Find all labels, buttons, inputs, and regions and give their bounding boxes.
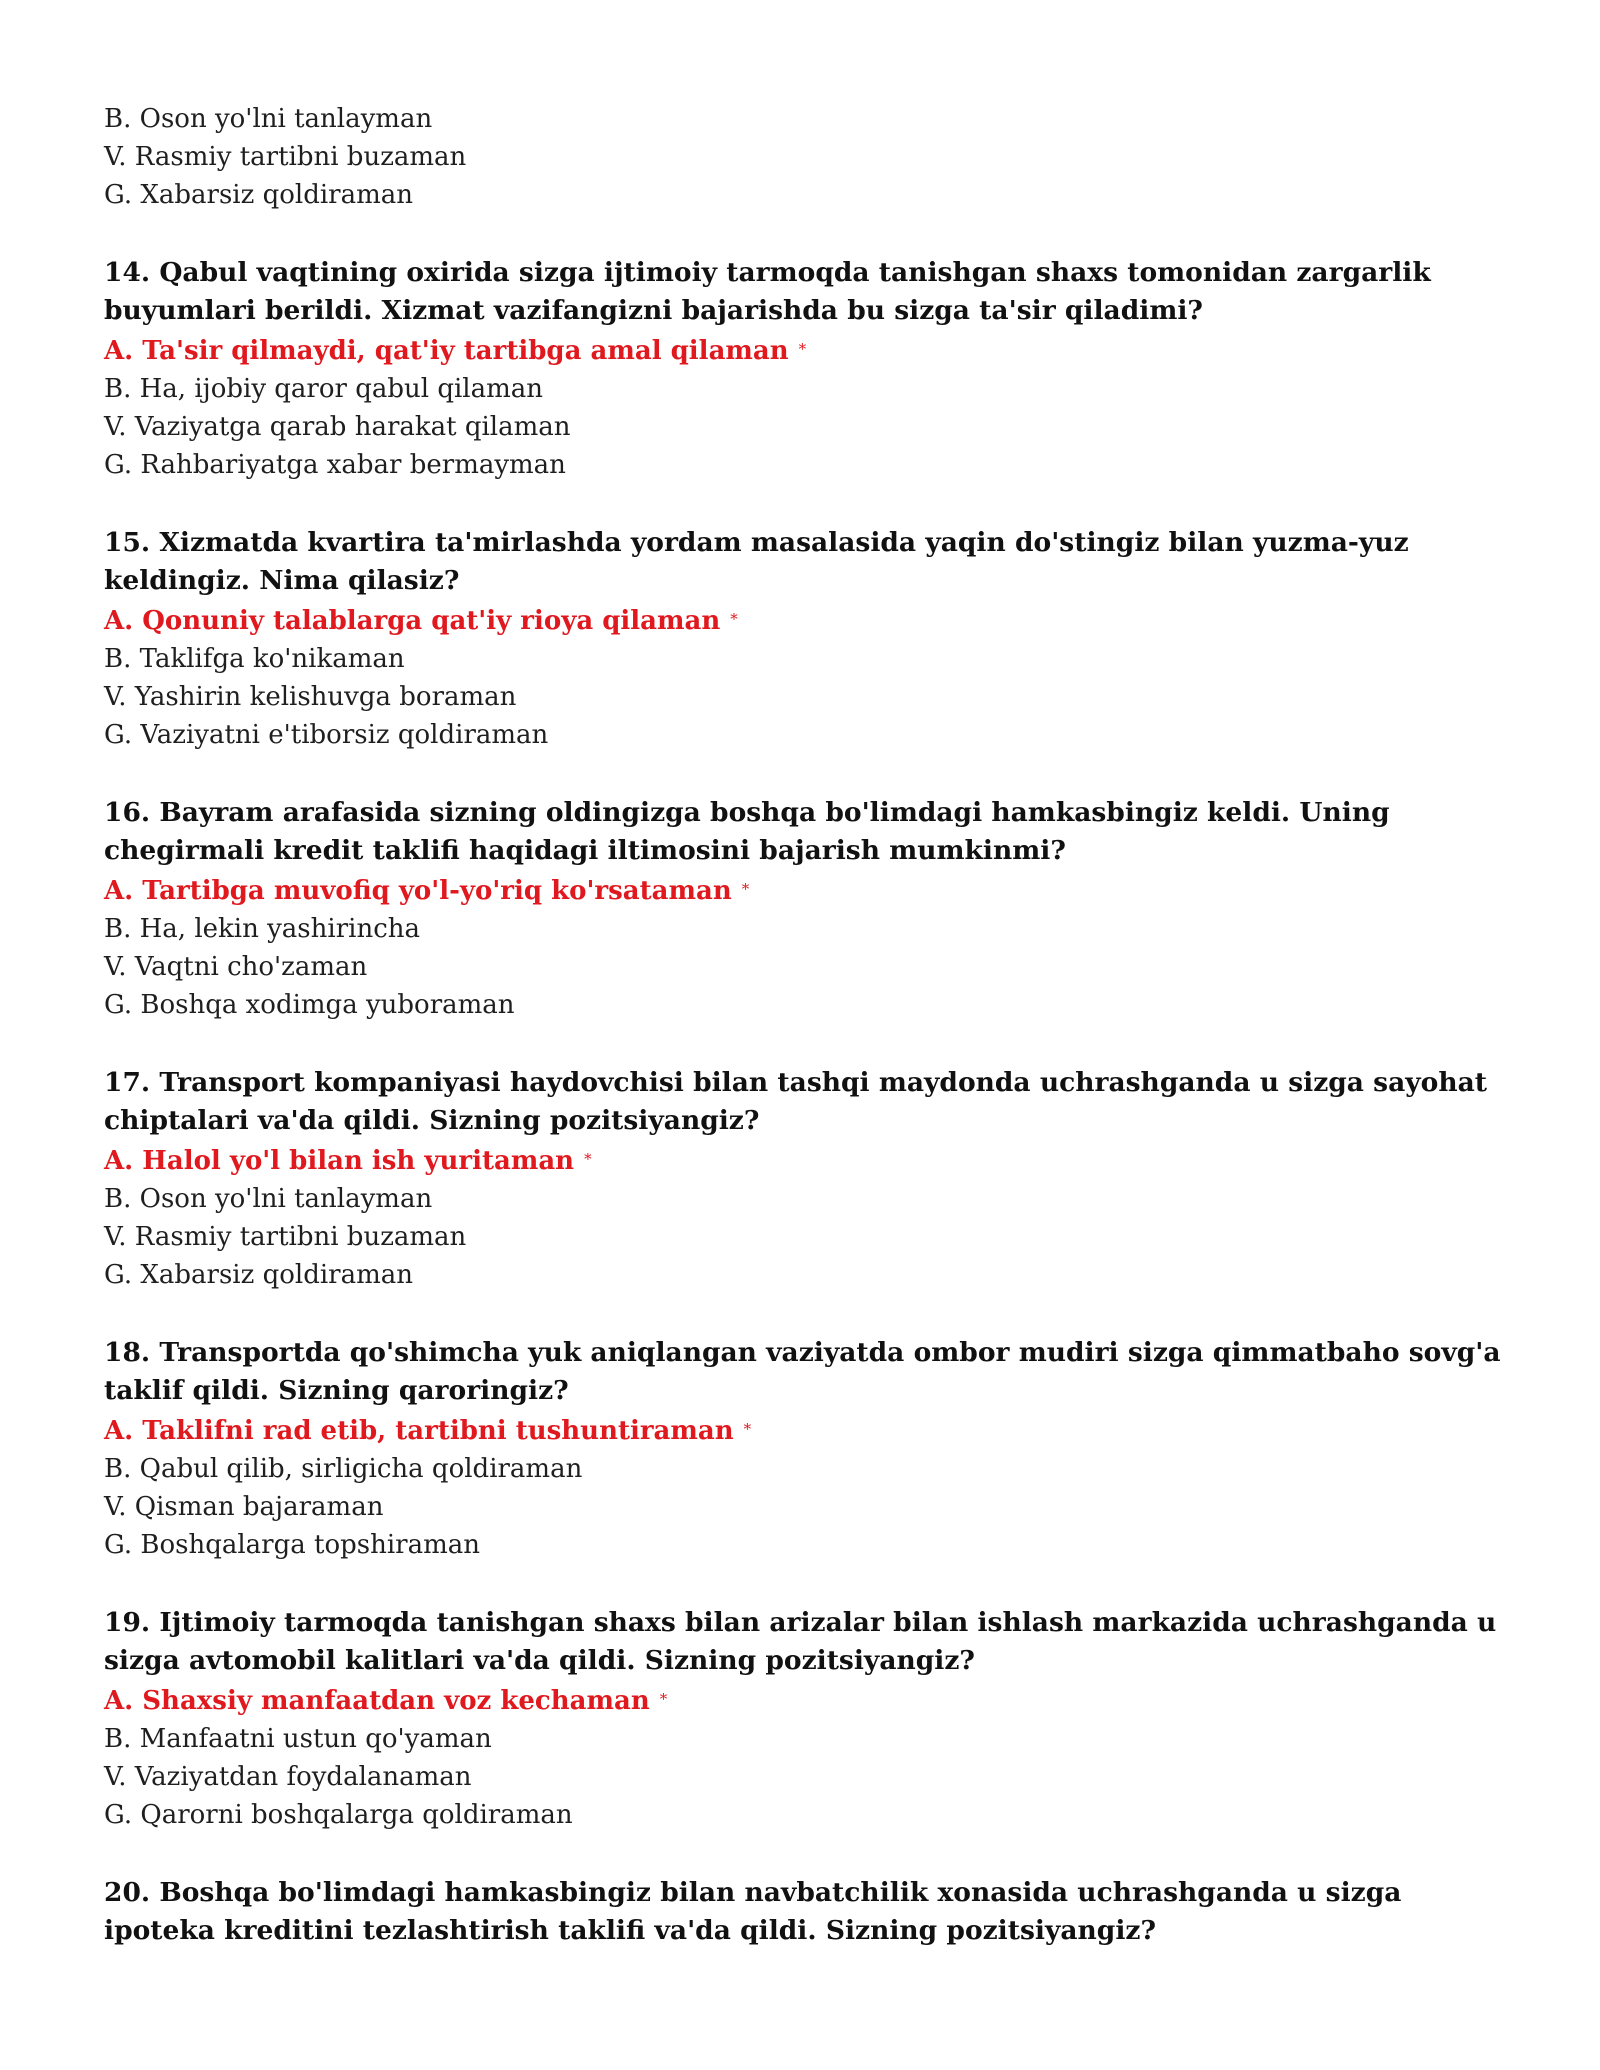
correct-answer [104,1142,1504,1180]
answer-option: G. Qarorni boshqalarga qoldiraman [104,1800,573,1830]
answer-option: V. Vaziyatga qarab harakat qilaman [104,412,571,442]
answer-option: G. Boshqalarga topshiraman [104,1530,480,1560]
question-text: 15. Xizmatda kvartira ta'mirlashda yordam masalasida yaqin do'stingiz bilan yuzma-yuz keldingiz. Nima qilasiz? [104,527,1409,596]
correct-marker: * [743,1420,752,1438]
answer-option: B. Ha, lekin yashirincha [104,914,421,944]
answer-option: V. Vaziyatdan foydalanaman [104,1762,472,1792]
answer-option: B. Ha, ijobiy qaror qabul qilaman [104,374,543,404]
correct-answer [104,1682,1504,1720]
answer-option: B. Manfaatni ustun qo'yaman [104,1724,492,1754]
question-block-20 [104,1874,1504,1950]
correct-answer [104,1412,1504,1450]
correct-answer-label: A. Taklifni rad etib, tartibni tushuntiraman [104,1416,734,1446]
question-text: 16. Bayram arafasida sizning oldingizga boshqa bo'limdagi hamkasbingiz keldi. Uning chegirmali kredit taklifi haqidagi iltimosini bajarish mumkinmi? [104,797,1390,866]
correct-marker: * [730,610,738,628]
answer-option: G. Xabarsiz qoldiraman [104,1260,413,1290]
correct-marker: * [584,1150,592,1168]
answer-option: V. Rasmiy tartibni buzaman [104,142,467,172]
correct-marker: * [798,340,807,358]
question-text: 17. Transport kompaniyasi haydovchisi bilan tashqi maydonda uchrashganda u sizga sayohat chiptalari va'da qildi. Sizning pozitsiyangiz? [104,1067,1488,1136]
question-text: 18. Transportda qo'shimcha yuk aniqlangan vaziyatda ombor mudiri sizga qimmatbaho sovg'a taklif qildi. Sizning qaroringiz? [104,1337,1501,1406]
correct-marker: * [741,880,750,898]
question-text: 20. Boshqa bo'limdagi hamkasbingiz bilan navbatchilik xonasida uchrashganda u sizga ipoteka kreditini tezlashtirish taklifi va'da qildi. Sizning pozitsiyangiz? [104,1877,1402,1946]
answer-option: B. Oson yo'lni tanlayman [104,1184,433,1214]
question-text: 19. Ijtimoiy tarmoqda tanishgan shaxs bilan arizalar bilan ishlash markazida uchrashganda u sizga avtomobil kalitlari va'da qildi. Sizning pozitsiyangiz? [104,1607,1497,1676]
correct-answer [104,872,1504,910]
answer-option: B. Qabul qilib, sirligicha qoldiraman [104,1454,583,1484]
correct-answer-label: A. Shaxsiy manfaatdan voz kechaman [104,1686,650,1716]
answer-option: G. Vaziyatni e'tiborsiz qoldiraman [104,720,549,750]
question-block-19 [104,1604,1504,1834]
correct-answer [104,332,1504,370]
question-block-16 [104,794,1504,1024]
question-block-15 [104,524,1504,754]
leading-options [104,100,1504,214]
answer-option: G. Boshqa xodimga yuboraman [104,990,515,1020]
answer-option: V. Yashirin kelishuvga boraman [104,682,517,712]
answer-option: G. Xabarsiz qoldiraman [104,180,413,210]
answer-option: B. Oson yo'lni tanlayman [104,104,433,134]
answer-option: V. Qisman bajaraman [104,1492,384,1522]
question-block-18 [104,1334,1504,1564]
correct-answer-label: A. Ta'sir qilmaydi, qat'iy tartibga amal qilaman [104,336,789,366]
correct-marker: * [659,1690,668,1708]
correct-answer-label: A. Tartibga muvofiq yo'l-yo'riq ko'rsataman [104,876,732,906]
correct-answer-label: A. Qonuniy talablarga qat'iy rioya qilaman [104,606,721,636]
answer-option: G. Rahbariyatga xabar bermayman [104,450,566,480]
correct-answer [104,602,1504,640]
answer-option: V. Rasmiy tartibni buzaman [104,1222,467,1252]
answer-option: B. Taklifga ko'nikaman [104,644,405,674]
question-text: 14. Qabul vaqtining oxirida sizga ijtimoiy tarmoqda tanishgan shaxs tomonidan zargarlik buyumlari berildi. Xizmat vazifangizni bajarishda bu sizga ta'sir qiladimi? [104,257,1431,326]
answer-option: V. Vaqtni cho'zaman [104,952,368,982]
question-block-14 [104,254,1504,484]
quiz-document [104,100,1504,1952]
question-block-17 [104,1064,1504,1294]
correct-answer-label: A. Halol yo'l bilan ish yuritaman [104,1146,575,1176]
